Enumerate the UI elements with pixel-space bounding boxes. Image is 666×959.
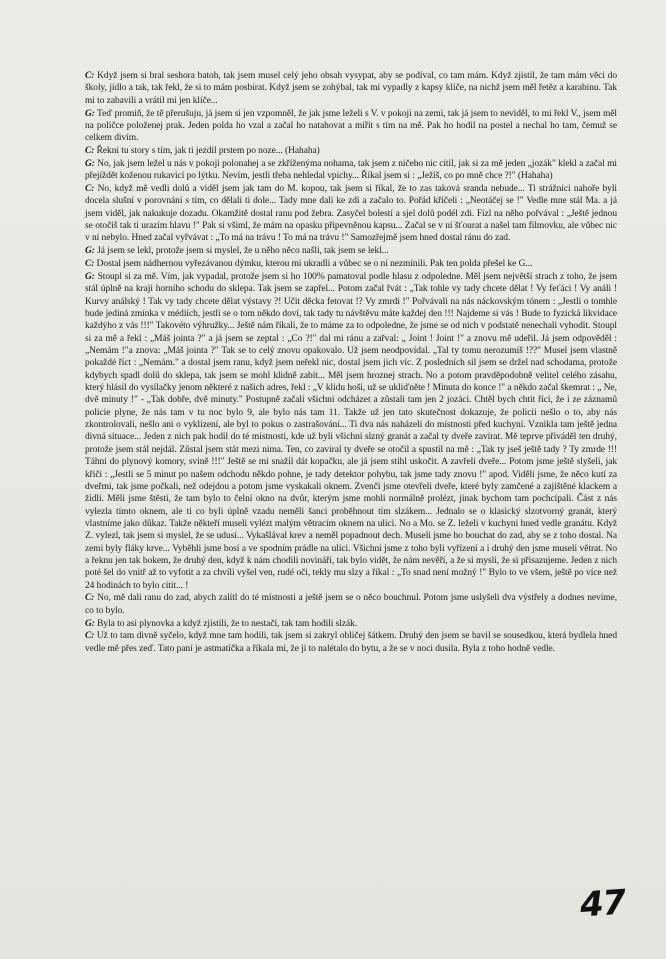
interview-paragraph [85, 108, 617, 145]
speaker-label: G: [85, 272, 95, 282]
interview-paragraph [85, 592, 617, 617]
paragraph-text: No, když mě vedli dolů a viděl jsem jak tam do M. kopou, tak jsem si říkal, že to zas taková sranda nebude... Ti strážníci nahoře byli docela slušní v porovnání s tím, co dělali ti dole... Tady mne dali ke zdi a začalo to. Pořád křičeli : „Neotáčej se !" Vedle mne stál Ma. a já jsem viděl, jak nakukuje dozadu. Okamžitě dostal ranu pod žebra. Zasyčel bolestí a sjel dolů podél zdi. Fízl na něho pořvával : „Ještě jednou se otočíš tak ti urazím hlavu !" Pak si všiml, že mám na opasku připevněnou kapsu... Začal se v ní šťourat a našel tam filmovku, ale vůbec nic v ní nebylo. Hned začal vyřvávat : „To má na trávu ! To má na trávu !" Samozřejmě jsem hned dostal ránu do zad. [85, 184, 617, 244]
speaker-label: G: [85, 246, 95, 257]
speaker-label: C: [85, 184, 95, 195]
interview-paragraph [85, 271, 617, 592]
interview-paragraph [85, 258, 617, 270]
speaker-label: C: [85, 593, 95, 604]
paragraph-text: Byla to asi plynovka a když zjistili, že to nestačí, tak tam hodili slzák. [97, 618, 358, 629]
paragraph-text: Stoupl si za mě. Vím, jak vypadal, protože jsem si ho 100% pamatoval podle hlasu z odpoledne. Měl jsem největší strach z toho, že jsem stál úplně na kraji horního schodu do sklepa. Tak jsem se zapřel... Potom začal řvát : „Tak tohle vy tady chcete dělat ! Vy feťáci ! Vy análi ! Kurvy análský ! Tak vy tady chcete dělat výstavy ?! Učit děcka fetovat !? Vy zmrdi !" Pořvávali na nás náckovským tónem : „Jestli o tomhle bude jediná zmínka v médiích, jestli se o tom někdo doví, tak tady tu návštěvu máte každej den !!! Najdeme si vás ! Bude to fyzická likvidace každýho z vás !!!" Takovéto výhružky... Ještě nám říkali, že to máme za to odpoledne, že jsme se od nich v podstatě nenechali vyhodit. Stoupl si za mě a řekl : „Máš jointa ?" a já jsem se zeptal : „Co ?!" dal mi ránu a zařval: „ Joint ! Joint !" a znovu mě udeřil. Já jsem odpověděl : „Nemám !"a znova: „Máš jointa ?" Tak se to celý znovu opakovalo. Už jsem neodpovídal. „Tal ty tomu nerozumíš !??" Musel jsem vlastně pokaždé říct : „Nemám." a dostal jsem ranu, když jsem neřekl nic, dostal jsem jich víc. Z posledních sil jsem se držel nad schodama, protože kdybych spadl dolů do sklepa, tak jsem se mohl klidně zabít... Měl jsem hroznej strach. No a potom pravděpodobně velitel celého zásahu, který hlásil do vysílačky jenom některé z našich adres, řekl : „V klidu hoši, už se ukliďněte ! Minuta do konce !" a někdo začal škemrat : „ Ne, dvě minuty !" - „Tak dobře, dvě minuty." Postupně začali všichni odcházet a zůstali tam jen 2 jozáci. Chtěl bych chtít říci, že i ze záznamů policie plyne, že nás tam v tu noc bylo 9, ale bylo nás tam 11. Takže už jen tato skutečnost dokazuje, že policii nešlo o to, aby nás zkontrolovali, nešlo ani o vyklizení, ale byl to pokus o zastrašování... Ti dva nás naházeli do místnosti před kuchyní. Vznikla tam ještě jedna divná situace... Jeden z nich pak hodil do té místnosti, kde už byli všichni slzný granát a začal ty dveře zavírat. Mě teprve přiváděl ten druhý, protože jsem stál nejdál. Zůstal jsem stát mezi nima. Ten, co zavíral ty dveře se otočil a spustil na mě : „Tak ty jseš ještě tady ? Ty zmrde !!! Táhni do plynový komory, svině !!!" Ještě se mi snažil dát kopačku, ale já jsem stihl uskočit. A zavřeli dveře... Potom jsme ještě slyšeli, jak křičí : „Jestli se 5 minut po našem odchodu někdo pohne, je tady detektor pohybu, tak jsme tady znovu !" apod. Viděli jsme, že něco kutí za dveřmi, tak jsme počkali, než odejdou a potom jsme vyskakali oknem. Zvenčí jsme otevřeli dveře, které byly zamčené a zajištěné klackem a židlí. Měli jsme štěstí, že tam bylo to čelní okno na dvůr, kterým jsme mohli normálně prolézt, jinak bychom tam pochcípali. Část z nás vylezla tímto oknem, ale ti co byli úplně vzadu neměli šanci proběhnout tím slzákem... Jednalo se o klasický slzotvorný granát, který vlastníme jako důkaz. Takže někteří museli vylézt malým větracím oknem na ulici. No a Mo. se Z. leželi v kuchyni hned vedle granátu. Když Z. vylezl, tak jsem si myslel, že se udusí... Vykašlával krev a neměl popadnout dech. Museli jsme ho bouchat do zad, aby se z toho dostal. Na zemi byly fláky krve... Vyběhli jsme bosí a ve spodním prádle na ulici. Všichni jsme z toho byli vyřízení a i druhý den jsme museli větrat. No a řeknu jen tak bokem, že druhý den, když k nám chodili novináři, tak bylo vidět, že nám nevěří, a že si mysli, že si přisazujeme. Jeden z nich poté šel do vnitř až to vyfotit a za chvíli vyšel ven, rudé oči, tekly mu slzy a říkal : „To snad není možný !" Bylo to ve všem, ještě po více než 24 hodinách to bylo cítit... ! [85, 272, 617, 591]
paragraph-text: No, jak jsem ležel u nás v pokoji polonahej a se zkříženýma nohama, tak jsem z ničeho nic cítil, jak si za mě jeden „jozák" klekl a začal mi přejíždět koženou rukavicí po lýtku. Nevím, jestli třeba nehledal vpichy... Říkal jsem si : „Ježíš, co po mně chce ?!" (Hahaha) [85, 158, 617, 182]
interview-paragraph [85, 630, 617, 655]
paragraph-text: Když jsem si bral seshora batoh, tak jsem musel celý jeho obsah vysypat, aby se podíval, co tam mám. Když zjistil, že tam mám věci do školy, jídlo a tak, tak řekl, že si to mám posbírat. Když jsem se zohýbal, tak mi vypadly z kapsy klíče, na nichž jsem měl řetěz a karabinu. Tak mi to zabavili a vrátil mi jen klíče... [85, 71, 618, 106]
interview-paragraph [85, 618, 617, 630]
interview-paragraph [85, 70, 617, 107]
interview-paragraph [85, 245, 617, 257]
interview-paragraph [85, 145, 617, 157]
speaker-label: G: [85, 158, 95, 169]
paragraph-text: Já jsem se lekl, protože jsem si myslel, že u něho něco našli, tak jsem se lekl... [97, 246, 389, 257]
speaker-label: G: [85, 618, 95, 629]
paragraph-text: Už to tam divně syčelo, když mne tam hodili, tak jsem si zakryl obličej šátkem. Druhý den jsem se bavil se sousedkou, která bydlela hned vedle mě přes zeď. Tato paní je astmatička a říkala mi, že jí to nalétalo do bytu, a že se v noci dusila. Byla z toho hodně vedle. [85, 631, 617, 654]
paragraph-text: No, mě dali ranu do zad, abych zalítl do té místnosti a ještě jsem se o něco bouchnul. Potom jsme uslyšeli dva výstřely a dodnes nevíme, co to bylo. [85, 593, 618, 616]
speaker-label: C: [85, 631, 95, 642]
paragraph-text: Teď promiň, že tě přerušuju, já jsem si jen vzpomněl, že jak jsme leželi s V. v pokoji na zemi, tak já jsem to neviděl, to mi řekl V., jsem měl na poličce položenej prak. Jeden polda ho vzal a začal ho natahovat a mířit s tím na mě. Pak ho hodil na postel a nechal ho tam, čemuž se celkem divím. [85, 108, 618, 144]
paragraph-text: Dostal jsem nádhernou vyřezávanou dýmku, kterou mi ukradli a vůbec se o ní nezmínili. Pak ten polda přešel ke G... [96, 259, 533, 270]
speaker-label: G: [85, 108, 95, 119]
interview-paragraph [85, 158, 617, 183]
paragraph-text: Řekni tu story s tím, jak ti jezdil prstem po noze... (Hahaha) [96, 146, 320, 157]
interview-paragraph [85, 183, 617, 245]
interview-text [85, 70, 617, 656]
speaker-label: C: [85, 146, 95, 157]
speaker-label: C: [85, 71, 95, 81]
speaker-label: C: [85, 259, 95, 270]
page-number: 47 [578, 882, 627, 926]
